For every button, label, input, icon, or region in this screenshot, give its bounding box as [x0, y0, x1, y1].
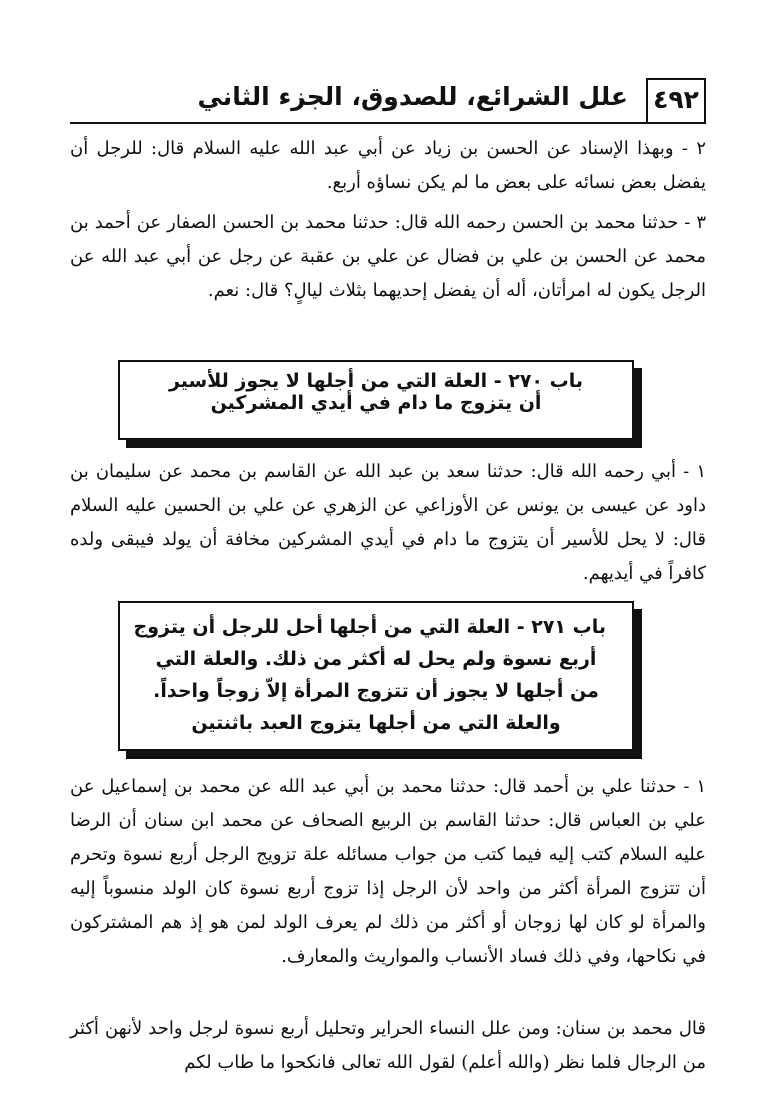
chapter-271-line-4: والعلة التي من أجلها يتزوج العبد باثنتين — [191, 712, 561, 734]
chapter-270-hadith-1: ١ - أبي رحمه الله قال: حدثنا سعد بن عبد الله عن القاسم بن محمد عن سليمان بن داود عن عيسى بن يونس عن الأوزاعي عن الزهري عن علي بن الحسين عليه السلام قال: لا يحل للأسير أن يتزوج ما دام في أيدي المشركين مخافة أن يولد فيبقى ولده كافراً في أيديهم. — [70, 461, 706, 584]
chapter-270-line-2: أن يتزوج ما دام في أيدي المشركين — [210, 392, 542, 414]
chapter-271-line-2: أربع نسوة ولم يحل له أكثر من ذلك. والعلة التي — [155, 648, 597, 670]
page-header — [70, 72, 706, 124]
hadith-2: ٢ - وبهذا الإسناد عن الحسن بن زياد عن أبي عبد الله عليه السلام قال: للرجل أن يفضل بعض نسائه على بعض ما لم يكن نساؤه أربع. — [70, 138, 706, 193]
chapter-271-line-3: من أجلها لا يجوز أن تتزوج المرأة إلاّ زوجاً واحداً. — [153, 680, 599, 702]
header-rule — [70, 122, 706, 124]
chapter-271-hadith-1: ١ - حدثنا علي بن أحمد قال: حدثنا محمد بن أبي عبد الله عن محمد بن إسماعيل عن علي بن العباس قال: حدثنا القاسم بن الربيع الصحاف عن محمد ابن سنان أن الرضا عليه السلام كتب إليه فيما كتب من جواب مسائله علة تزويج الرجل أربع نسوة وتحرم أن تتزوج المرأة أكثر من واحد لأن الرجل إذا تزوج أربع نسوة كان الولد منسوباً إليه والمرأة لو كان لها زوجان أو أكثر من ذلك لم يعرف الولد لمن هو إذ هم المشتركون في نكاحها، وفي ذلك فساد الأنساب والمواريث والمعارف. — [70, 776, 706, 967]
chapter-271-heading — [118, 601, 634, 751]
chapter-270-heading — [118, 360, 634, 440]
hadith-3: ٣ - حدثنا محمد بن الحسن رحمه الله قال: حدثنا محمد بن الحسن الصفار عن أحمد بن محمد عن الحسن بن علي بن فضال عن علي بن عقبة عن رجل عن أبي عبد الله عن الرجل يكون له امرأتان، أله أن يفضل إحديهما بثلاث ليالٍ؟ قال: نعم. — [70, 212, 706, 301]
chapter-270-line-1: باب ٢٧٠ - العلة التي من أجلها لا يجوز للأسير — [168, 370, 583, 392]
chapter-271-line-1: باب ٢٧١ - العلة التي من أجلها أحل للرجل أن يتزوج — [133, 616, 606, 638]
book-title: علل الشرائع، للصدوق، الجزء الثاني — [197, 82, 628, 111]
page-number: ٤٩٢ — [646, 78, 706, 122]
ibn-sinan-commentary: قال محمد بن سنان: ومن علل النساء الحراير وتحليل أربع نسوة لرجل واحد لأنهن أكثر من الرجال فلما نظر (والله أعلم) لقول الله تعالى فانكحوا ما طاب لكم — [70, 1018, 706, 1073]
